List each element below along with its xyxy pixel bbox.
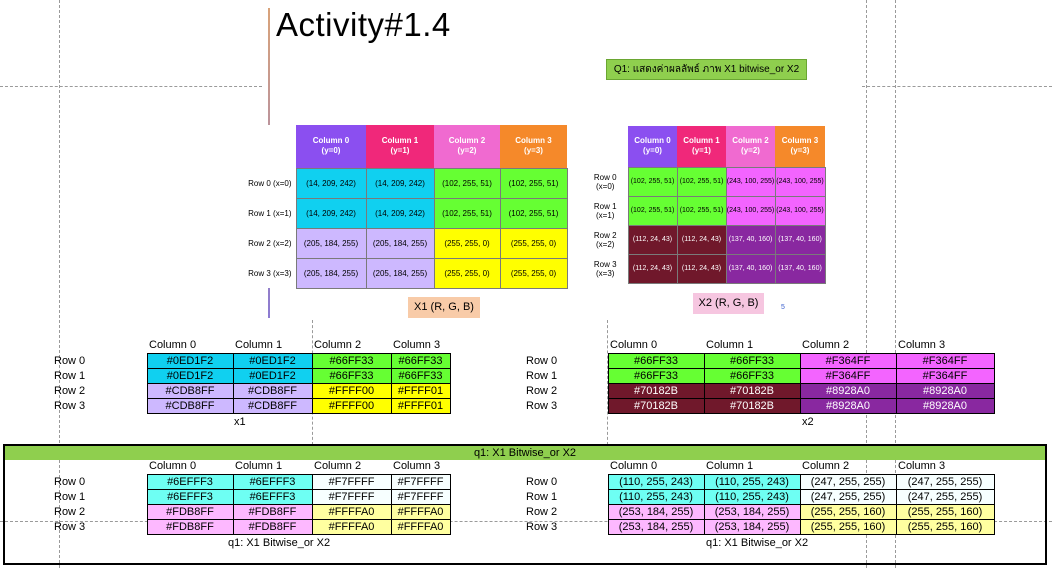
row-header: Row 0	[526, 355, 558, 367]
hex-cell: #70182B	[608, 384, 704, 399]
rgb-cell: (253, 184, 255)	[608, 505, 704, 520]
hex-cell: #FFFF01	[391, 384, 450, 399]
corner-cell	[524, 338, 608, 354]
hex-cell: #0ED1F2	[233, 369, 312, 384]
rgb-cell: (253, 184, 255)	[704, 505, 800, 520]
row-header: Row 0 (x=0)	[586, 167, 628, 196]
x2-caption: X2 (R, G, B)	[693, 293, 764, 314]
hex-cell: #F7FFFF	[312, 475, 391, 490]
column-header: Column 0	[610, 339, 658, 351]
hex-cell: #FDB8FF	[147, 505, 233, 520]
pixel-cell: (255, 255, 0)	[500, 228, 567, 258]
hex-cell: #CDB8FF	[233, 384, 312, 399]
column-header: Column 3	[393, 339, 441, 351]
row-header: Row 0 (x=0)	[233, 168, 296, 198]
column-header: Column 1	[706, 339, 754, 351]
rgb-cell: (110, 255, 243)	[704, 490, 800, 505]
hex-cell: #F364FF	[800, 369, 896, 384]
row-header: Row 2	[526, 506, 558, 518]
rgb-cell: (255, 255, 160)	[800, 520, 896, 535]
hex-cell: #6EFFF3	[233, 490, 312, 505]
column-header: Column 2	[802, 460, 850, 472]
corner-cell	[586, 126, 628, 167]
hex-cell: #66FF33	[312, 354, 391, 369]
pixel-cell: (112, 24, 43)	[628, 254, 677, 283]
hex-cell: #66FF33	[312, 369, 391, 384]
pixel-cell: (205, 184, 255)	[296, 228, 366, 258]
column-header: Column 2	[802, 339, 850, 351]
row-header: Row 3	[526, 400, 558, 412]
rgb-cell: (247, 255, 255)	[896, 490, 994, 505]
row-header: Row 1 (x=1)	[586, 196, 628, 225]
column-header: Column 3	[898, 339, 946, 351]
x1-hex-table	[52, 338, 451, 414]
hex-cell: #CDB8FF	[233, 399, 312, 414]
column-header: Column 1	[706, 460, 754, 472]
row-header: Row 1	[54, 491, 86, 503]
column-header: Column 0 (y=0)	[628, 126, 677, 167]
hex-cell: #66FF33	[704, 354, 800, 369]
hex-cell: #FDB8FF	[147, 520, 233, 535]
column-header: Column 0	[149, 339, 197, 351]
row-header: Row 3 (x=3)	[233, 258, 296, 288]
row-header: Row 1	[54, 370, 86, 382]
pixel-cell: (205, 184, 255)	[296, 258, 366, 288]
hex-cell: #F7FFFF	[312, 490, 391, 505]
corner-cell	[524, 459, 608, 475]
pixel-cell: (255, 255, 0)	[500, 258, 567, 288]
hex-cell: #FFFFA0	[391, 505, 450, 520]
rgb-cell: (253, 184, 255)	[608, 520, 704, 535]
q1-hex-caption: q1: X1 Bitwise_or X2	[228, 537, 331, 549]
hex-cell: #0ED1F2	[147, 369, 233, 384]
column-header: Column 2	[314, 460, 362, 472]
column-header: Column 3 (y=3)	[775, 126, 825, 167]
hex-cell: #66FF33	[704, 369, 800, 384]
hex-cell: #70182B	[608, 399, 704, 414]
rgb-cell: (110, 255, 243)	[608, 475, 704, 490]
pixel-cell: (255, 255, 0)	[434, 228, 500, 258]
hex-cell: #8928A0	[800, 384, 896, 399]
hex-cell: #66FF33	[391, 369, 450, 384]
q1-hex-table	[52, 459, 451, 535]
column-header: Column 2 (y=2)	[726, 126, 775, 167]
column-header: Column 1	[235, 460, 283, 472]
pixel-cell: (243, 100, 255)	[726, 196, 775, 225]
hex-cell: #70182B	[704, 384, 800, 399]
row-header: Row 1	[526, 370, 558, 382]
row-header: Row 0	[526, 476, 558, 488]
row-header: Row 3 (x=3)	[586, 254, 628, 283]
pixel-cell: (102, 255, 51)	[628, 167, 677, 196]
rgb-cell: (110, 255, 243)	[704, 475, 800, 490]
hex-cell: #70182B	[704, 399, 800, 414]
x2-hex-table	[524, 338, 995, 414]
hex-cell: #F7FFFF	[391, 490, 450, 505]
question-label: Q1: แสดงค่าผลลัพธ์ ภาพ X1 bitwise_or X2	[606, 59, 807, 80]
corner-cell	[233, 125, 296, 168]
column-header: Column 3 (y=3)	[500, 125, 567, 168]
rgb-cell: (253, 184, 255)	[704, 520, 800, 535]
x1-hex-caption: x1	[234, 416, 246, 428]
hex-cell: #F364FF	[896, 369, 994, 384]
row-header: Row 2	[54, 385, 86, 397]
hex-cell: #8928A0	[896, 399, 994, 414]
hex-cell: #6EFFF3	[233, 475, 312, 490]
hex-cell: #FDB8FF	[233, 520, 312, 535]
column-header: Column 0 (y=0)	[296, 125, 366, 168]
column-header: Column 0	[610, 460, 658, 472]
hex-cell: #FFFF00	[312, 384, 391, 399]
guide-line	[862, 86, 1052, 87]
x1-caption: X1 (R, G, B)	[408, 297, 480, 318]
hex-cell: #FFFFA0	[312, 520, 391, 535]
rgb-cell: (255, 255, 160)	[800, 505, 896, 520]
pixel-cell: (243, 100, 255)	[775, 167, 825, 196]
rgb-cell: (247, 255, 255)	[896, 475, 994, 490]
pixel-cell: (102, 255, 51)	[677, 167, 726, 196]
pixel-cell: (137, 40, 160)	[775, 254, 825, 283]
corner-cell	[52, 338, 147, 354]
hex-cell: #FDB8FF	[233, 505, 312, 520]
slide-number: 5	[781, 304, 785, 311]
x1-picture-table	[233, 125, 568, 289]
pixel-cell: (255, 255, 0)	[434, 258, 500, 288]
row-header: Row 2 (x=2)	[586, 225, 628, 254]
row-header: Row 2	[526, 385, 558, 397]
hex-cell: #66FF33	[608, 369, 704, 384]
column-header: Column 1 (y=1)	[366, 125, 434, 168]
row-header: Row 0	[54, 476, 86, 488]
hex-cell: #CDB8FF	[147, 399, 233, 414]
rgb-cell: (247, 255, 255)	[800, 490, 896, 505]
pixel-cell: (205, 184, 255)	[366, 228, 434, 258]
pixel-cell: (112, 24, 43)	[628, 225, 677, 254]
column-header: Column 0	[149, 460, 197, 472]
row-header: Row 3	[526, 521, 558, 533]
pixel-cell: (137, 40, 160)	[726, 254, 775, 283]
q1-rgb-table	[524, 459, 995, 535]
q1-title-bar: q1: X1 Bitwise_or X2	[5, 446, 1045, 460]
rgb-cell: (247, 255, 255)	[800, 475, 896, 490]
column-header: Column 3	[393, 460, 441, 472]
column-header: Column 1	[235, 339, 283, 351]
column-header: Column 2	[314, 339, 362, 351]
x2-hex-caption: x2	[802, 416, 814, 428]
hex-cell: #FFFF01	[391, 399, 450, 414]
q1-rgb-caption: q1: X1 Bitwise_or X2	[706, 537, 809, 549]
pixel-cell: (205, 184, 255)	[366, 258, 434, 288]
pixel-cell: (112, 24, 43)	[677, 225, 726, 254]
pixel-cell: (102, 255, 51)	[434, 198, 500, 228]
hex-cell: #F7FFFF	[391, 475, 450, 490]
page-title: Activity#1.4	[276, 6, 451, 43]
guide-line	[0, 86, 262, 87]
row-header: Row 2 (x=2)	[233, 228, 296, 258]
hex-cell: #8928A0	[800, 399, 896, 414]
pixel-cell: (102, 255, 51)	[500, 198, 567, 228]
row-header: Row 3	[54, 521, 86, 533]
pixel-cell: (243, 100, 255)	[726, 167, 775, 196]
row-header: Row 1 (x=1)	[233, 198, 296, 228]
pixel-cell: (102, 255, 51)	[628, 196, 677, 225]
column-header: Column 3	[898, 460, 946, 472]
hex-cell: #66FF33	[608, 354, 704, 369]
corner-cell	[52, 459, 147, 475]
pixel-cell: (102, 255, 51)	[677, 196, 726, 225]
hex-cell: #6EFFF3	[147, 475, 233, 490]
pixel-cell: (14, 209, 242)	[366, 168, 434, 198]
pixel-cell: (102, 255, 51)	[434, 168, 500, 198]
pixel-cell: (243, 100, 255)	[775, 196, 825, 225]
pixel-cell: (14, 209, 242)	[296, 168, 366, 198]
row-header: Row 0	[54, 355, 86, 367]
rgb-cell: (255, 255, 160)	[896, 505, 994, 520]
hex-cell: #6EFFF3	[147, 490, 233, 505]
pixel-cell: (102, 255, 51)	[500, 168, 567, 198]
row-header: Row 2	[54, 506, 86, 518]
hex-cell: #FFFFA0	[312, 505, 391, 520]
pixel-cell: (14, 209, 242)	[296, 198, 366, 228]
hex-cell: #F364FF	[800, 354, 896, 369]
rgb-cell: (255, 255, 160)	[896, 520, 994, 535]
hex-cell: #FFFFA0	[391, 520, 450, 535]
hex-cell: #0ED1F2	[147, 354, 233, 369]
pixel-cell: (137, 40, 160)	[726, 225, 775, 254]
column-header: Column 2 (y=2)	[434, 125, 500, 168]
hex-cell: #F364FF	[896, 354, 994, 369]
pixel-cell: (112, 24, 43)	[677, 254, 726, 283]
column-header: Column 1 (y=1)	[677, 126, 726, 167]
row-header: Row 3	[54, 400, 86, 412]
row-header: Row 1	[526, 491, 558, 503]
hex-cell: #FFFF00	[312, 399, 391, 414]
rgb-cell: (110, 255, 243)	[608, 490, 704, 505]
hex-cell: #0ED1F2	[233, 354, 312, 369]
pixel-cell: (137, 40, 160)	[775, 225, 825, 254]
hex-cell: #66FF33	[391, 354, 450, 369]
pixel-cell: (14, 209, 242)	[366, 198, 434, 228]
hex-cell: #CDB8FF	[147, 384, 233, 399]
hex-cell: #8928A0	[896, 384, 994, 399]
x2-picture-table	[586, 126, 826, 284]
